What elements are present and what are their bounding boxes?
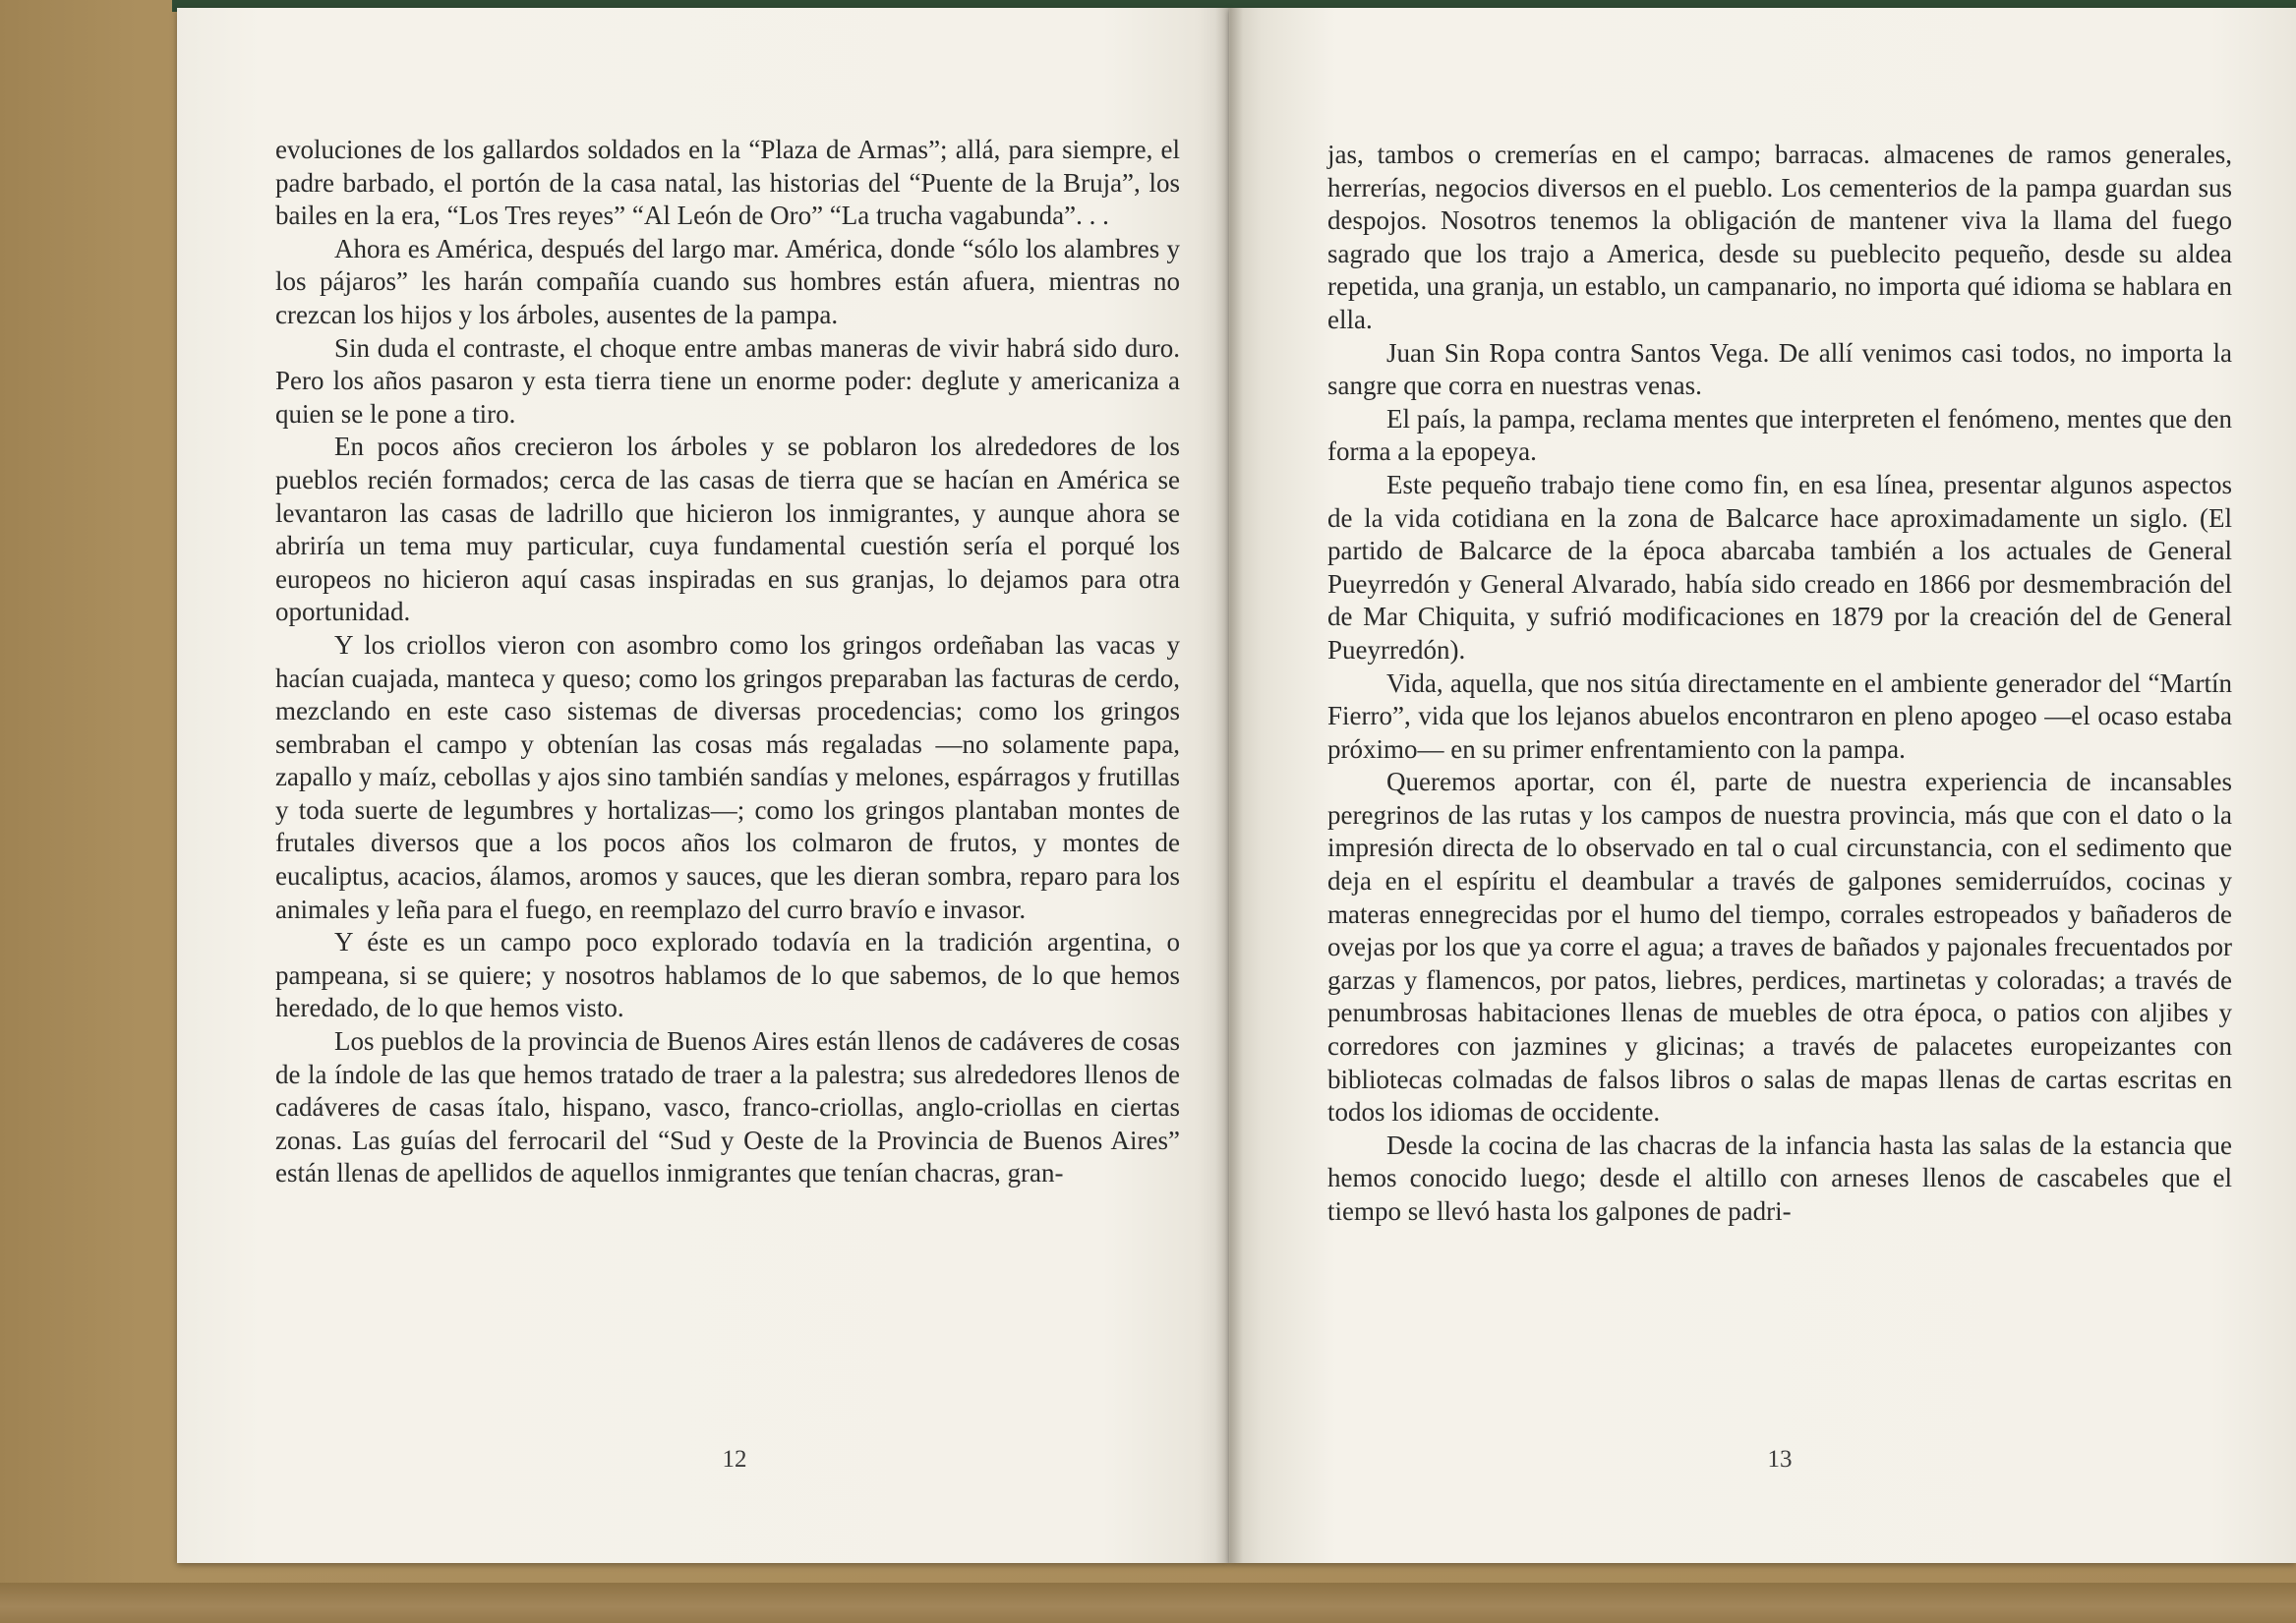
book-cover-bottom xyxy=(0,1583,2296,1623)
page-number: 12 xyxy=(722,1446,747,1473)
page-number: 13 xyxy=(1767,1446,1793,1473)
paragraph: Y éste es un campo poco explorado todavía en la tradición argentina, o pampeana, si se quiere; y nosotros hablamos de lo que sabemos, de lo que hemos heredado, de lo que hemos visto. xyxy=(275,927,1180,1023)
paragraph: jas, tambos o cremerías en el campo; barracas. almacenes de ramos generales, herrerías, negocios diversos en el pueblo. Los cementerios de la pampa guardan sus despojos. Nosotros tenemos la obligación de mantener viva la llama del fuego sagrado que los trajo a America, desde su pueblecito pequeño, desde su aldea repetida, una granja, un establo, un campanario, no importa qué idioma se hablara en ella. xyxy=(1327,140,2232,334)
paragraph: Desde la cocina de las chacras de la infancia hasta las salas de la estancia que hemos conocido luego; desde el altillo con arneses llenos de cascabeles que el tiempo se llevó hasta los galpones de padri- xyxy=(1327,1130,2232,1226)
paragraph: Sin duda el contraste, el choque entre ambas maneras de vivir habrá sido duro. Pero los años pasaron y esta tierra tiene un enorme poder: deglute y americaniza a quien se le pone a tiro. xyxy=(275,332,1180,429)
left-page xyxy=(177,8,1229,1563)
paragraph: En pocos años crecieron los árboles y se poblaron los alrededores de los pueblos recién formados; cerca de las casas de tierra que se hacían en América se levantaron las casas de ladrillo que hicieron los inmigrantes, y aunque ahora se abriría un tema muy particular, cuya fundamental cuestión sería el porqué los europeos no hicieron aquí casas inspiradas en sus granjas, lo dejamos para otra oportunidad. xyxy=(275,432,1180,627)
paragraph: Vida, aquella, que nos sitúa directamente en el ambiente generador del “Martín Fierro”, vida que los lejanos abuelos encontraron en pleno apogeo —el ocaso estaba próximo— en su primer enfrentamiento con la pampa. xyxy=(1327,667,2232,764)
right-page xyxy=(1229,8,2296,1563)
paragraph: Ahora es América, después del largo mar. América, donde “sólo los alambres y los pájaros” les harán compañía cuando sus hombres están afuera, mientras no crezcan los hijos y los árboles, ausentes de la pampa. xyxy=(275,233,1180,329)
right-page-text xyxy=(1327,139,2232,1229)
paragraph: El país, la pampa, reclama mentes que interpreten el fenómeno, mentes que den forma a la epopeya. xyxy=(1327,403,2232,467)
paragraph: Juan Sin Ropa contra Santos Vega. De allí venimos casi todos, no importa la sangre que corra en nuestras venas. xyxy=(1327,337,2232,401)
paragraph: evoluciones de los gallardos soldados en la “Plaza de Armas”; allá, para siempre, el padre barbado, el portón de la casa natal, las historias del “Puente de la Bruja”, los bailes en la era, “Los Tres reyes” “Al León de Oro” “La trucha vagabunda”. . . xyxy=(275,135,1180,231)
paragraph: Los pueblos de la provincia de Buenos Aires están llenos de cadáveres de cosas de la índole de las que hemos tratado de traer a la palestra; sus alrededores llenos de cadáveres de casas ítalo, hispano, vasco, franco-criollas, anglo-criollas en ciertas zonas. Las guías del ferrocaril del “Sud y Oeste de la Provincia de Buenos Aires” están llenas de apellidos de aquellos inmigrantes que tenían chacras, gran- xyxy=(275,1026,1180,1188)
paragraph: Este pequeño trabajo tiene como fin, en esa línea, presentar algunos aspectos de la vida cotidiana en la zona de Balcarce hace aproximadamente un siglo. (El partido de Balcarce de la época abarcaba también a los actuales de General Pueyrredón y General Alvarado, había sido creado en 1866 por desmembración del de Mar Chiquita, y sufrió modificaciones en 1879 por la creación del de General Pueyrredón). xyxy=(1327,469,2232,665)
paragraph: Queremos aportar, con él, parte de nuestra experiencia de incansables peregrinos de las rutas y los campos de nuestra provincia, más que con el dato o la impresión directa de lo observado en tal o cual circunstancia, con el sedimento que deja en el espíritu el deambular a través de galpones semiderruídos, cocinas y materas ennegrecidas por el humo del tiempo, corrales estropeados y bañaderos de ovejas por los que ya corre el agua; a traves de bañados y pajonales frecuentados por garzas y flamencos, por patos, liebres, perdices, martinetas y coloradas; a través de penumbrosas habitaciones llenas de muebles de otra época, o patios con aljibes y corredores con jazmines y glicinas; a través de palacetes europeizantes con bibliotecas colmadas de falsos libros o salas de mapas llenas de cartas escritas en todos los idiomas de occidente. xyxy=(1327,767,2232,1128)
book-gutter xyxy=(1215,8,1243,1563)
paragraph: Y los criollos vieron con asombro como los gringos ordeñaban las vacas y hacían cuajada, manteca y queso; como los gringos preparaban las facturas de cerdo, mezclando en este caso sistemas de diversas procedencias; como los gringos sembraban el campo y obtenían las cosas más regaladas —no solamente papa, zapallo y maíz, cebollas y ajos sino también sandías y melones, espárragos y frutillas y toda suerte de legumbres y hortalizas—; como los gringos plantaban montes de frutales diversos que a los pocos años los colmaron de frutos, y montes de eucaliptus, acacios, álamos, aromos y sauces, que les dieran sombra, reparo para los animales y leña para el fuego, en reemplazo del curro bravío e invasor. xyxy=(275,629,1180,924)
left-page-text xyxy=(275,134,1180,1190)
